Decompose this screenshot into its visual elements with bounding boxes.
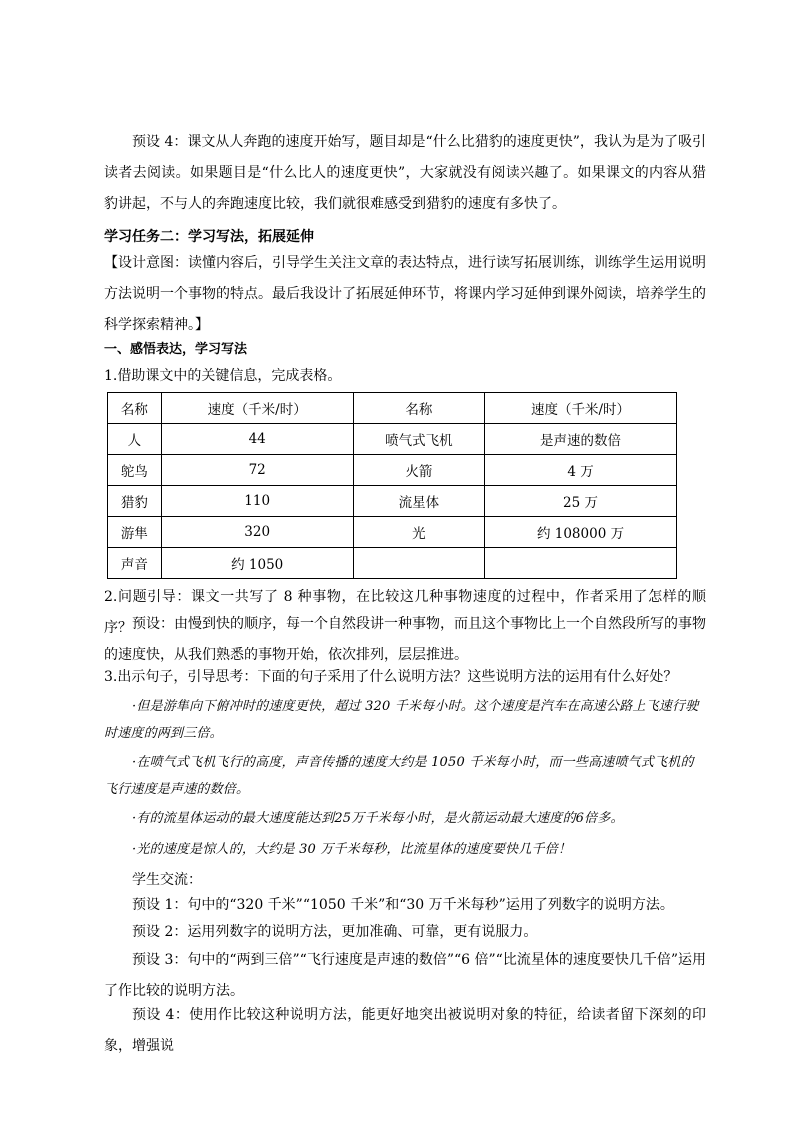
table-row (108, 517, 677, 548)
table-cell: 4 万 (485, 455, 677, 486)
table-cell: 鸵鸟 (108, 455, 162, 486)
preset1-text: 预设 1：句中的“320 千米”“1050 千米”和“30 万千米每秒”运用了列数字的说明方法。 (132, 897, 674, 913)
table-cell: 火箭 (353, 455, 484, 486)
table-cell: 猎豹 (108, 486, 162, 517)
table-header-cell: 速度（千米/时） (485, 393, 677, 424)
table-cell: 喷气式飞机 (353, 424, 484, 455)
table-cell: 人 (108, 424, 162, 455)
table-cell: 110 (161, 486, 353, 517)
item2-text: 2.问题引导：课文一共写了 8 种事物，在比较这几种事物速度的过程中，作者采用了怎样的顺序？ (104, 589, 706, 636)
item3-text: 3.出示句子，引导思考：下面的句子采用了什么说明方法？这些说明方法的运用有什么好处？ (104, 669, 678, 685)
example-sentence-3: ·有的流星体运动的最大速度能达到25万千米每小时，是火箭运动最大速度的6倍多。 (132, 811, 624, 826)
example-sentence-1: ·但是游隼向下俯冲时的速度更快，超过 320 千米每小时。这个速度是汽车在高速公路上飞速行驶时速度的两到三倍。 (104, 699, 699, 741)
table-cell: 光 (353, 517, 484, 548)
table-cell: 44 (161, 424, 353, 455)
preset3-text: 预设 3：句中的“两到三倍”“飞行速度是声速的数倍”“6 倍”“比流星体的速度要快几千倍”运用了作比较的说明方法。 (104, 952, 706, 999)
table-cell (353, 548, 484, 579)
table-header-cell: 速度（千米/时） (161, 393, 353, 424)
table-cell: 约 1050 (161, 548, 353, 579)
table-cell: 25 万 (485, 486, 677, 517)
table-row (108, 455, 677, 486)
table-header-cell: 名称 (353, 393, 484, 424)
preset4-paragraph-bottom: 预设 4：使用作比较这种说明方法，能更好地突出被说明对象的特征，给读者留下深刻的印象，增强说 (104, 1007, 706, 1054)
item2-answer: 预设：由慢到快的顺序，每一个自然段讲一种事物，而且这个事物比上一个自然段所写的事物的速度快，从我们熟悉的事物开始，依次排列，层层推进。 (104, 616, 706, 663)
example-sentence-4: ·光的速度是惊人的，大约是 30 万千米每秒，比流星体的速度要快几千倍！ (132, 842, 572, 857)
example-sentence-2: ·在喷气式飞机飞行的高度，声音传播的速度大约是 1050 千米每小时，而一些高速喷气式飞机的飞行速度是声速的数倍。 (104, 755, 694, 797)
table-cell: 约 108000 万 (485, 517, 677, 548)
table-cell: 游隼 (108, 517, 162, 548)
preset4-paragraph-top: 预设 4：课文从人奔跑的速度开始写，题目却是“什么比猎豹的速度更快”，我认为是为了吸引读者去阅读。如果题目是“什么比人的速度更快”，大家就没有阅读兴趣了。如果课文的内容从猎豹讲起，不与人的奔跑速度比较，我们就很难感受到猎豹的速度有多快了。 (104, 134, 706, 212)
item1-text: 1.借助课文中的关键信息，完成表格。 (104, 368, 342, 384)
table-cell: 72 (161, 455, 353, 486)
table-cell: 是声速的数倍 (485, 424, 677, 455)
design-intent-paragraph: 【设计意图：读懂内容后，引导学生关注文章的表达特点，进行读写拓展训练，训练学生运用说明方法说明一个事物的特点。最后我设计了拓展延伸环节，将课内学习延伸到课外阅读，培养学生的科学探索精神。】 (104, 255, 706, 333)
section1-heading: 一、感悟表达，学习写法 (104, 342, 248, 357)
table-cell: 流星体 (353, 486, 484, 517)
table-cell: 320 (161, 517, 353, 548)
table-header-cell: 名称 (108, 393, 162, 424)
discussion-label: 学生交流： (132, 872, 202, 888)
task2-heading: 学习任务二：学习写法，拓展延伸 (104, 229, 314, 245)
preset2-text: 预设 2：运用列数字的说明方法，更加准确、可靠，更有说服力。 (132, 924, 538, 940)
table-cell: 声音 (108, 548, 162, 579)
table-row (108, 486, 677, 517)
speed-table (107, 392, 677, 579)
table-row (108, 424, 677, 455)
table-cell (485, 548, 677, 579)
table-header-row (108, 393, 677, 424)
table-row (108, 548, 677, 579)
